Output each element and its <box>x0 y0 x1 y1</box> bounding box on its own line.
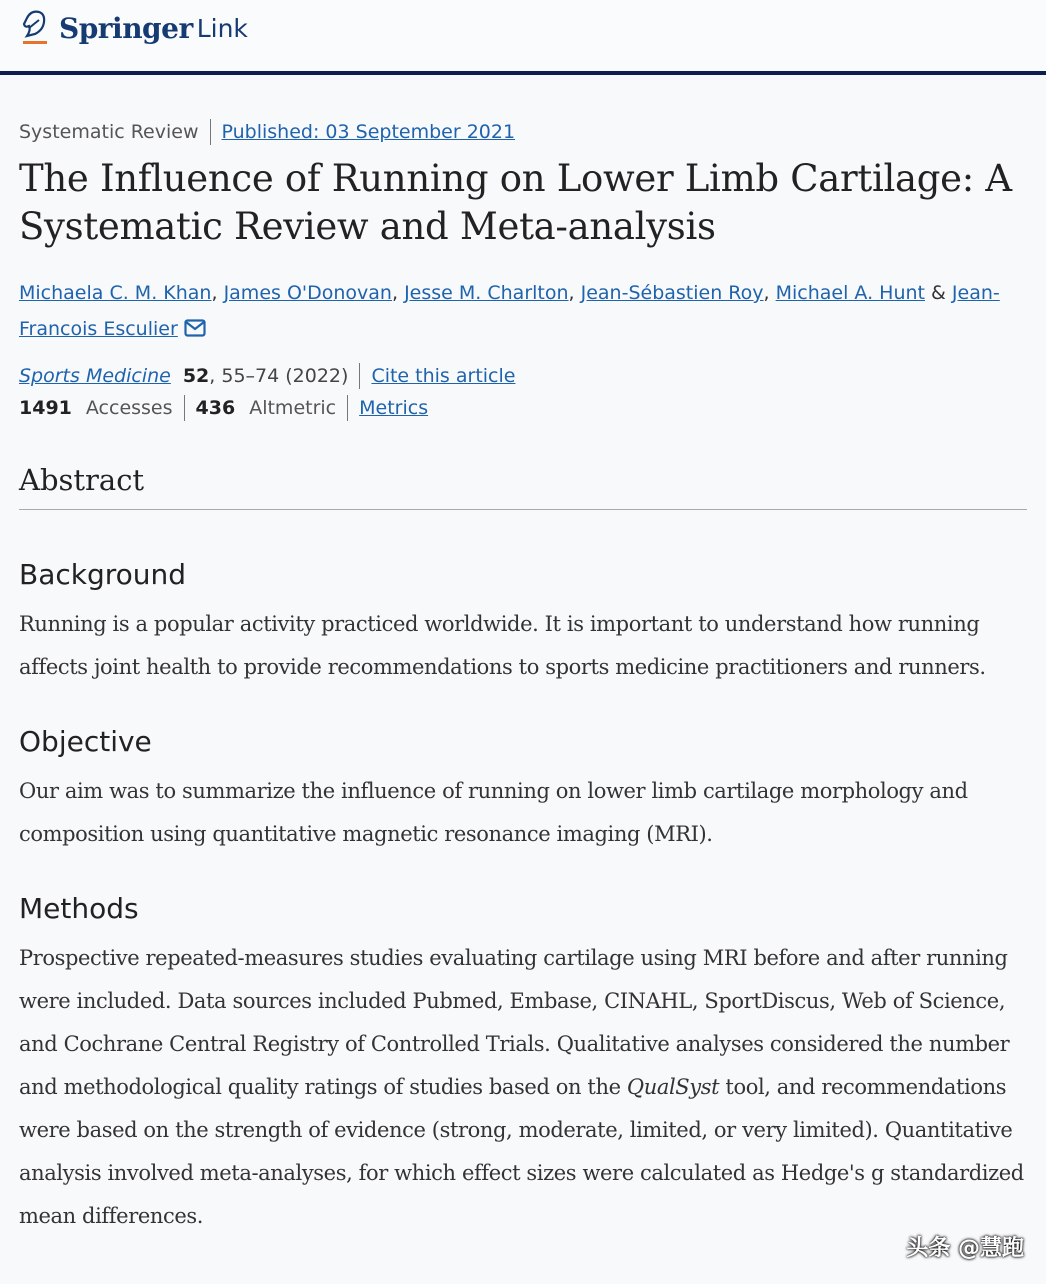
author-link[interactable]: James O'Donovan <box>223 282 392 304</box>
article-main <box>0 119 1046 1238</box>
methods-heading: Methods <box>19 892 139 925</box>
site-header <box>0 0 1046 75</box>
methods-text <box>19 937 1027 1238</box>
methods-text-part: Prospective repeated-measures studies evaluating cartilage using MRI before and after running were included. Data sources included Pubmed, Embase, CINAHL, SportDiscus, Web of Science, and Cochrane Central Registry of Controlled Trials. Qualitative analyses considered the number and methodological quality ratings of studies based on the <box>19 946 1010 1099</box>
abstract-heading: Abstract <box>19 463 1027 510</box>
authors-ampersand: & <box>931 282 946 304</box>
author-link[interactable]: Jean-Sébastien Roy <box>580 282 764 304</box>
metrics-link[interactable]: Metrics <box>359 397 429 419</box>
article-title: The Influence of Running on Lower Limb Cartilage: A Systematic Review and Meta-analysis <box>19 157 1012 248</box>
email-icon[interactable] <box>184 313 206 349</box>
brand-suffix: Link <box>196 13 248 43</box>
author-link[interactable]: Jean-Francois Esculier <box>19 282 1000 340</box>
journal-pages-year: , 55–74 (2022) <box>209 365 349 387</box>
author-link[interactable]: Jesse M. Charlton <box>404 282 569 304</box>
published-date-link[interactable]: Published: 03 September 2021 <box>221 121 516 143</box>
accesses-count: 1491 <box>19 397 72 419</box>
springer-horse-icon <box>19 8 51 48</box>
brand-name: Springer <box>59 11 193 45</box>
altmetric-label: Altmetric <box>249 397 337 419</box>
altmetric-count: 436 <box>195 397 236 419</box>
article-stats <box>19 395 1027 421</box>
divider <box>184 395 185 421</box>
article-meta <box>19 119 1027 145</box>
watermark: 头条 @慧跑 <box>906 1236 1024 1261</box>
cite-article-link[interactable]: Cite this article <box>371 365 516 387</box>
objective-text: Our aim was to summarize the influence of running on lower limb cartilage morphology and composition using quantitative magnetic resonance imaging (MRI). <box>19 779 968 846</box>
journal-volume: 52 <box>182 365 210 387</box>
journal-link[interactable]: Sports Medicine <box>19 365 171 387</box>
accesses-label: Accesses <box>85 397 173 419</box>
methods-tool-name: QualSyst <box>626 1075 720 1099</box>
author-list: Michaela C. M. Khan, James O'Donovan, Jesse M. Charlton, Jean-Sébastien Roy, Michael A. Hunt & Jean-Francois Esculier <box>19 275 1027 349</box>
divider <box>347 395 348 421</box>
article-type: Systematic Review <box>19 121 199 143</box>
divider <box>359 363 360 389</box>
author-link[interactable]: Michaela C. M. Khan <box>19 282 212 304</box>
methods-text-part: tool, and recommendations were based on the strength of evidence (strong, moderate, limited, or very limited). Quantitative analysis involved meta-analyses, for which effect sizes were calculated as Hedge's g standardized mean differences. <box>19 1075 1024 1228</box>
springerlink-logo[interactable] <box>19 8 248 48</box>
objective-heading: Objective <box>19 725 152 758</box>
background-heading: Background <box>19 558 187 591</box>
background-text: Running is a popular activity practiced worldwide. It is important to understand how running affects joint health to provide recommendations to sports medicine practitioners and runners. <box>19 612 986 679</box>
divider <box>210 119 211 145</box>
author-link[interactable]: Michael A. Hunt <box>775 282 925 304</box>
journal-info <box>19 363 1027 389</box>
